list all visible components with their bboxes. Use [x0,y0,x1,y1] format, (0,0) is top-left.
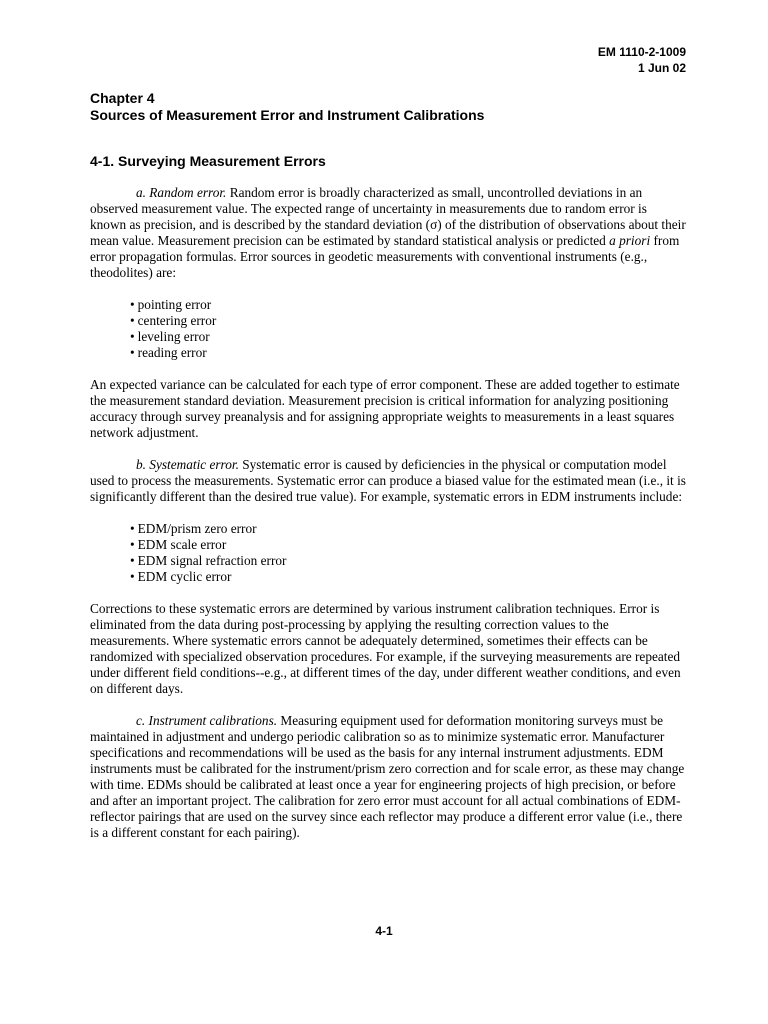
list-item: • EDM scale error [130,537,686,553]
list-item: • centering error [130,313,686,329]
section-title: 4-1. Surveying Measurement Errors [90,153,326,169]
list-item: • leveling error [130,329,686,345]
document-date: 1 Jun 02 [637,61,686,75]
random-error-list [90,297,686,361]
list-item: • EDM signal refraction error [130,553,686,569]
list-item: • reading error [130,345,686,361]
chapter-number: Chapter 4 [90,90,155,106]
paragraph-label: b. Systematic error. [136,457,239,472]
chapter-title: Sources of Measurement Error and Instrument Calibrations [90,107,485,123]
paragraph-label: c. Instrument calibrations. [136,713,278,728]
document-number: EM 1110-2-1009 [597,45,686,59]
paragraph-systematic-error: b. Systematic error. Systematic error is caused by deficiencies in the physical or computation model used to process the measurements. Systematic error can produce a biased value for the estimated mean (i.e., it is significantly different than the desired true value). For example, systematic errors in EDM instruments include: [90,457,686,504]
paragraph-random-error: a. Random error. Random error is broadly characterized as small, uncontrolled deviations in an observed measurement value. The expected range of uncertainty in measurements due to random error is known as precision, and is described by the standard deviation (σ) of the distribution of observations about their mean value. Measurement precision can be estimated by standard statistical analysis or predicted a priori from error propagation formulas. Error sources in geodetic measurements with conventional instruments (e.g., theodolites) are: [90,185,686,280]
paragraph-corrections: Corrections to these systematic errors are determined by various instrument calibration techniques. Error is eliminated from the data during post-processing by applying the resulting correction values to the measurements. Where systematic errors cannot be adequately determined, sometimes their effects can be randomized with specialized observation procedures. For example, if the surveying measurements are repeated under different field conditions--e.g., at different times of the day, under different weather conditions, and even on different days. [90,601,681,696]
list-item: • pointing error [130,297,686,313]
page-header [598,44,686,76]
chapter-heading [90,90,690,124]
body-text [90,185,686,857]
paragraph-variance: An expected variance can be calculated for each type of error component. These are added together to estimate the measurement standard deviation. Measurement precision is critical information for analyzing positioning accuracy through survey preanalysis and for assigning appropriate weights to measurements in a least squares network adjustment. [90,377,680,440]
list-item: • EDM/prism zero error [130,521,686,537]
paragraph-instrument-calibrations: c. Instrument calibrations. Measuring equipment used for deformation monitoring surveys must be maintained in adjustment and undergo periodic calibration so as to minimize systematic error. Manufacturer specifications and recommendations will be used as the basis for any internal instrument adjustments. EDM instruments must be calibrated for the instrument/prism zero correction and for scale error, as these may change with time. EDMs should be calibrated at least once a year for engineering projects of high precision, or before and after an important project. The calibration for zero error must account for all actual combinations of EDM-reflector pairings that are used on the survey since each reflector may produce a different error value (i.e., there is a different constant for each pairing). [90,713,685,840]
sigma-symbol: σ [430,217,438,232]
list-item: • EDM cyclic error [130,569,686,585]
page-number: 4-1 [375,924,393,938]
systematic-error-list [90,521,686,585]
paragraph-label: a. Random error. [136,185,227,200]
